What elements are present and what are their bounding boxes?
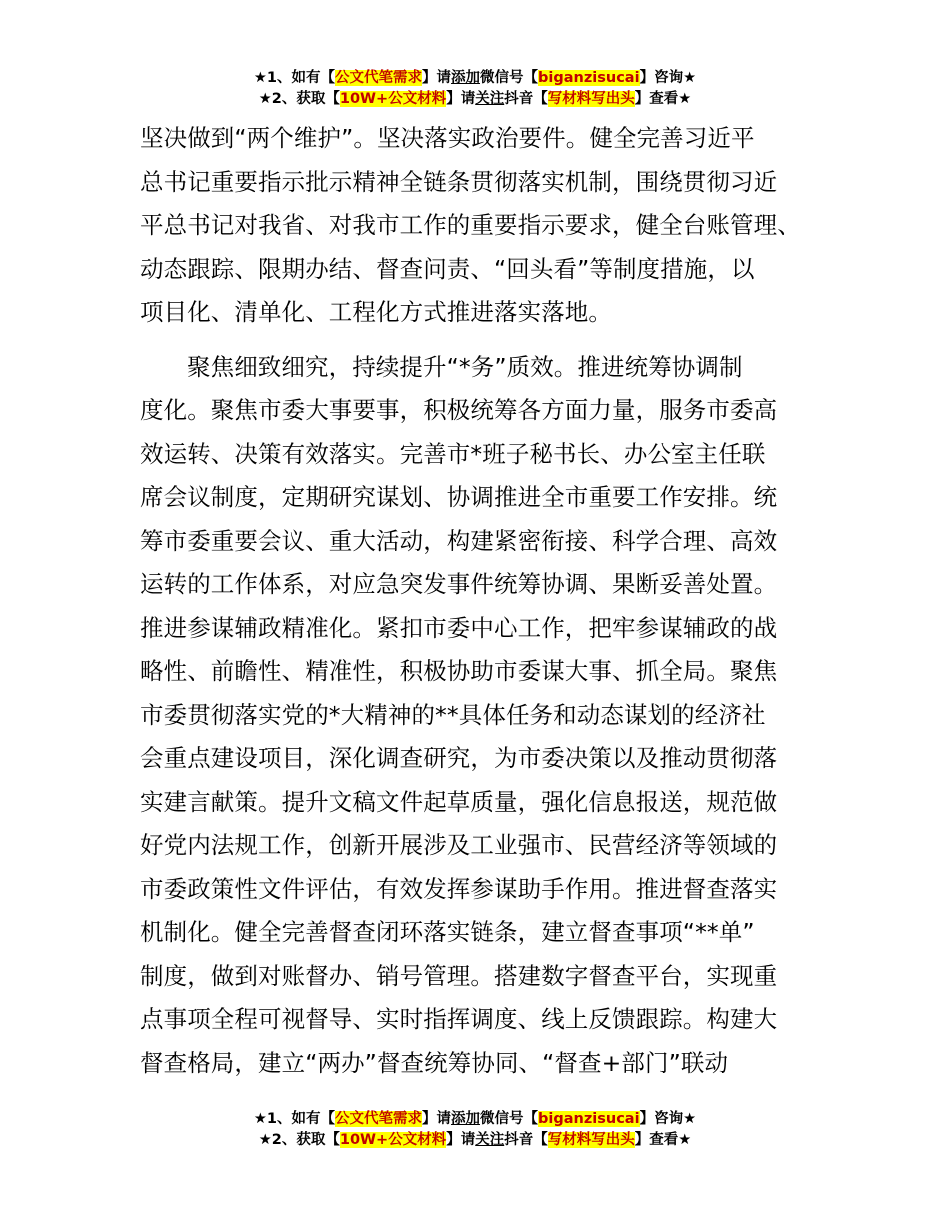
text-line: 项目化、清单化、工程化方式推进落实落地。 bbox=[140, 298, 612, 326]
banner-text: 】咨询★ bbox=[639, 1111, 697, 1127]
banner-highlight: 公文代笔需求 bbox=[335, 70, 423, 86]
document-body bbox=[140, 117, 820, 1085]
banner-text: 】查看★ bbox=[634, 1132, 692, 1148]
text-line: 会重点建设项目，深化调查研究，为市委决策以及推动贯彻落 bbox=[140, 744, 778, 772]
text-line: 推进参谋辅政精准化。紧扣市委中心工作，把牢参谋辅政的战 bbox=[140, 613, 778, 642]
banner-text: 】请 bbox=[446, 1132, 476, 1148]
banner-highlight: 写材料写出头 bbox=[547, 1132, 635, 1148]
banner-line-2 bbox=[0, 1130, 950, 1151]
banner-text: 】查看★ bbox=[634, 91, 692, 107]
paragraph-2 bbox=[140, 346, 820, 1086]
text-line: 市委政策性文件评估，有效发挥参谋助手作用。推进督查落实 bbox=[140, 874, 778, 903]
banner-text: 】请 bbox=[422, 1111, 452, 1127]
text-line: 聚焦细致细究，持续提升“*务”质效。推进统筹协调制 bbox=[187, 352, 743, 381]
banner-text: ★1、如有【 bbox=[253, 70, 336, 86]
banner-highlight: biganzisucai bbox=[538, 70, 640, 86]
text-line: 点事项全程可视督导、实时指挥调度、线上反馈跟踪。构建大 bbox=[140, 1005, 778, 1033]
text-line: 实建言献策。提升文稿文件起草质量，强化信息报送，规范做 bbox=[140, 787, 778, 816]
banner-line-2 bbox=[0, 89, 950, 110]
banner-text: ★2、获取【 bbox=[258, 91, 340, 107]
text-line: 市委贯彻落实党的*大精神的**具体任务和动态谋划的经济社 bbox=[140, 700, 766, 729]
banner-text: 抖音【 bbox=[504, 1132, 548, 1148]
text-line: 好党内法规工作，创新开展涉及工业强市、民营经济等领域的 bbox=[140, 831, 778, 859]
banner-text: 】请 bbox=[422, 70, 452, 86]
paragraph-1 bbox=[140, 117, 820, 335]
text-line: 督查格局，建立“两办”督查统筹协同、“督查+部门”联动 bbox=[140, 1048, 729, 1077]
banner-highlight: biganzisucai bbox=[538, 1111, 640, 1127]
banner-text: 抖音【 bbox=[504, 91, 548, 107]
banner-highlight: 10W+公文材料 bbox=[339, 91, 447, 107]
text-line: 度化。聚焦市委大事要事，积极统筹各方面力量，服务市委高 bbox=[140, 396, 778, 424]
banner-text: 】咨询★ bbox=[639, 70, 697, 86]
banner-underline: 添加 bbox=[451, 1111, 481, 1127]
banner-line-1 bbox=[0, 68, 950, 89]
banner-text: ★1、如有【 bbox=[253, 1111, 336, 1127]
text-line: 运转的工作体系，对应急突发事件统筹协调、果断妥善处置。 bbox=[140, 570, 778, 598]
text-line: 总书记重要指示批示精神全链条贯彻落实机制，围绕贯彻习近 bbox=[140, 167, 778, 196]
banner-underline: 添加 bbox=[451, 70, 481, 86]
banner-text: ★2、获取【 bbox=[258, 1132, 340, 1148]
text-line: 坚决做到“两个维护”。坚决落实政治要件。健全完善习近平 bbox=[140, 124, 755, 152]
banner-text: 微信号【 bbox=[480, 70, 539, 86]
text-line: 席会议制度，定期研究谋划、协调推进全市重要工作安排。统 bbox=[140, 483, 778, 511]
banner-underline: 关注 bbox=[475, 1132, 505, 1148]
banner-highlight: 公文代笔需求 bbox=[335, 1111, 423, 1127]
banner-text: 】请 bbox=[446, 91, 476, 107]
banner-line-1 bbox=[0, 1109, 950, 1130]
banner-highlight: 10W+公文材料 bbox=[339, 1132, 447, 1148]
banner-text: 微信号【 bbox=[480, 1111, 539, 1127]
text-line: 平总书记对我省、对我市工作的重要指示要求，健全台账管理、 bbox=[140, 211, 801, 239]
banner-highlight: 写材料写出头 bbox=[547, 91, 635, 107]
text-line: 筹市委重要会议、重大活动，构建紧密衔接、科学合理、高效 bbox=[140, 526, 778, 555]
text-line: 效运转、决策有效落实。完善市*班子秘书长、办公室主任联 bbox=[140, 439, 766, 468]
text-line: 制度，做到对账督办、销号管理。搭建数字督查平台，实现重 bbox=[140, 961, 778, 990]
banner-underline: 关注 bbox=[475, 91, 505, 107]
header-banner bbox=[0, 68, 950, 110]
text-line: 动态跟踪、限期办结、督查问责、“回头看”等制度措施，以 bbox=[140, 254, 755, 283]
text-line: 机制化。健全完善督查闭环落实链条，建立督查事项“**单” bbox=[140, 918, 755, 946]
footer-banner bbox=[0, 1109, 950, 1151]
text-line: 略性、前瞻性、精准性，积极协助市委谋大事、抓全局。聚焦 bbox=[140, 657, 778, 685]
